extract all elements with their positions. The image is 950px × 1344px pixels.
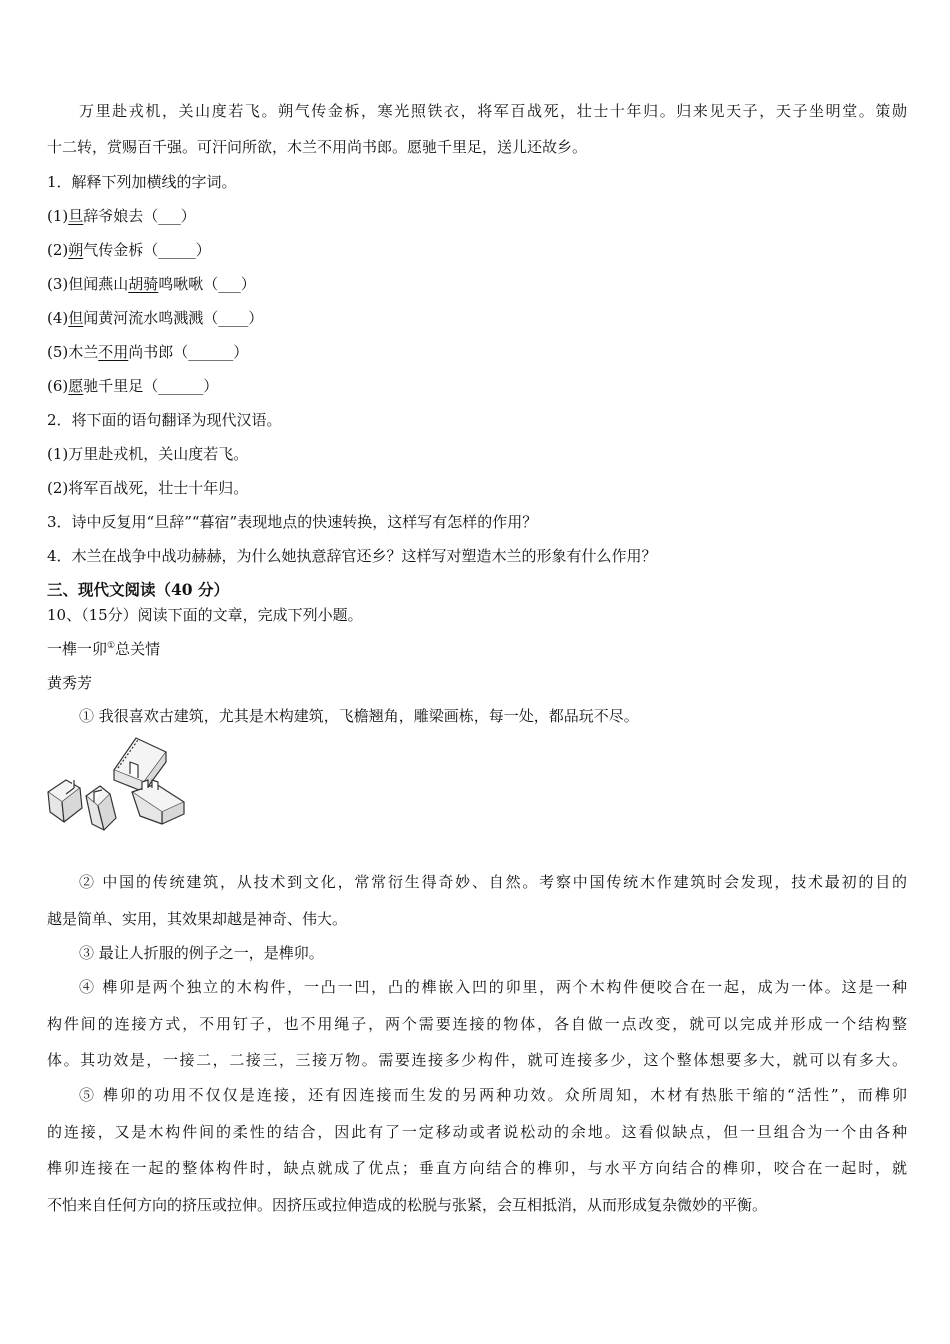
poem-line-1: 万里赴戎机，关山度若飞。朔气传金柝，寒光照铁衣，将军百战死，壮士十年归。归来见天子，天子坐明堂。策勋: [79, 102, 907, 120]
question-1-item-2: (2)朔气传金柝（_____）: [47, 241, 211, 259]
paragraph-5-line-4: 不怕来自任何方向的挤压或拉伸。因挤压或拉伸造成的松脱与张紧，会互相抵消，从而形成复杂微妙的平衡。: [47, 1196, 768, 1214]
tenon-block-middle: [86, 786, 116, 830]
paragraph-5-line-2: 的连接，又是木构件间的柔性的结合，因此有了一定移动或者说松动的余地。这看似缺点，但一旦组合为一个由各种: [47, 1123, 907, 1141]
section-heading: 三、现代文阅读（40 分）: [47, 580, 229, 599]
question-1-item-3: (3)但闻燕山胡骑鸣啾啾（___）: [47, 275, 256, 293]
article-title: 一榫一卯①总关情: [47, 640, 161, 658]
paragraph-2-line-2: 越是简单、实用，其效果却越是神奇、伟大。: [47, 910, 348, 928]
paragraph-2-line-1: ② 中国的传统建筑，从技术到文化，常常衍生得奇妙、自然。考察中国传统木作建筑时会发现，技术最初的目的: [79, 873, 907, 891]
question-1-title: 1．解释下列加横线的字词。: [47, 173, 237, 191]
question-2-title: 2．将下面的语句翻译为现代汉语。: [47, 411, 282, 429]
footnote-marker: ①: [107, 641, 116, 651]
question-10: 10、（15分）阅读下面的文章，完成下列小题。: [47, 606, 363, 624]
question-1-item-1: (1)旦辞爷娘去（___）: [47, 207, 196, 225]
question-1-item-6: (6)愿驰千里足（______）: [47, 377, 219, 395]
paragraph-3: ③ 最让人折服的例子之一，是榫卯。: [79, 944, 324, 962]
question-2-item-1: (1)万里赴戎机，关山度若飞。: [47, 445, 249, 463]
tenon-block-left: [48, 780, 82, 822]
article-author: 黄秀芳: [47, 674, 93, 692]
question-2-item-2: (2)将军百战死，壮士十年归。: [47, 479, 249, 497]
paragraph-4-line-3: 体。其功效是，一接二，二接三，三接万物。需要连接多少构件，就可连接多少，这个整体想要多大，就可以有多大。: [47, 1051, 907, 1069]
question-3: 3．诗中反复用“旦辞”“暮宿”表现地点的快速转换，这样写有怎样的作用？: [47, 513, 538, 531]
question-1-item-5: (5)木兰不用尚书郎（______）: [47, 343, 249, 361]
paragraph-4-line-1: ④ 榫卯是两个独立的木构件，一凸一凹，凸的榫嵌入凹的卯里，两个木构件便咬合在一起，成为一体。这是一种: [79, 978, 907, 996]
paragraph-4-line-2: 构件间的连接方式，不用钉子，也不用绳子，两个需要连接的物体，各自做一点改变，就可以完成并形成一个结构整: [47, 1015, 907, 1033]
mortise-tenon-illustration: [44, 732, 190, 832]
poem-line-2: 十二转，赏赐百千强。可汗问所欲，木兰不用尚书郎。愿驰千里足，送儿还故乡。: [47, 138, 588, 156]
paragraph-1: ① 我很喜欢古建筑，尤其是木构建筑，飞檐翘角，雕梁画栋，每一处，都品玩不尽。: [79, 707, 639, 725]
question-4: 4．木兰在战争中战功赫赫，为什么她执意辞官还乡？这样写对塑造木兰的形象有什么作用？: [47, 547, 657, 565]
question-1-item-4: (4)但闻黄河流水鸣溅溅（____）: [47, 309, 264, 327]
paragraph-5-line-1: ⑤ 榫卯的功用不仅仅是连接，还有因连接而生发的另两种功效。众所周知，木材有热胀干缩的“活性”，而榫卯: [79, 1086, 907, 1104]
paragraph-5-line-3: 榫卯连接在一起的整体构件时，缺点就成了优点；垂直方向结合的榫卯，与水平方向结合的榫卯，咬合在一起时，就: [47, 1159, 907, 1177]
